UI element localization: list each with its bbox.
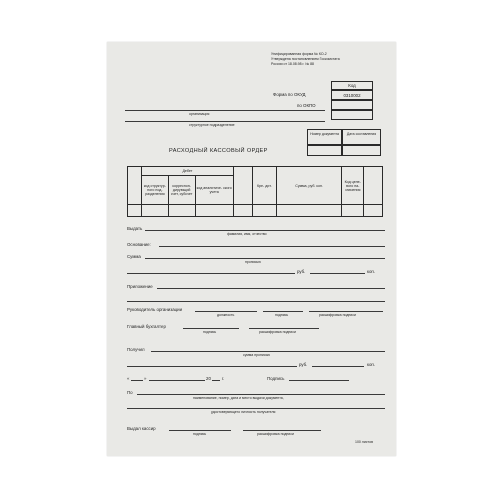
poluchil-words-line[interactable] xyxy=(127,366,297,367)
osnovanie-label: Основание: xyxy=(127,242,151,247)
col-analytic-code: код аналитиче- ского учета xyxy=(195,176,233,205)
extra-code-cell[interactable] xyxy=(331,110,373,120)
department-line[interactable] xyxy=(125,121,325,122)
date-year-line[interactable] xyxy=(212,380,220,381)
date-close-quote: » xyxy=(144,376,147,381)
glavbuh-podpis-hint: подпись xyxy=(203,330,217,334)
date-open-quote: « xyxy=(127,376,130,381)
rub-label: руб. xyxy=(297,269,306,274)
okpo-label: по ОКПО xyxy=(297,103,316,108)
debet-table xyxy=(127,166,383,217)
organization-hint: организация xyxy=(189,112,210,116)
okud-label: Форма по ОКУД xyxy=(273,92,306,97)
doc-date-header xyxy=(342,129,381,145)
doc-date-cell[interactable] xyxy=(342,145,381,156)
dolzhnost-line[interactable] xyxy=(195,311,257,312)
rukovoditel-signature-line[interactable] xyxy=(263,311,303,312)
rasshifrovka-hint: расшифровка подписи xyxy=(319,313,356,317)
unified-form-label: Унифицированная форма № КО-2 xyxy=(271,52,327,56)
recipient-signature-line[interactable] xyxy=(289,380,349,381)
table-cell[interactable] xyxy=(141,205,168,217)
summa-header: Сумма, руб. коп. xyxy=(276,167,341,205)
po-line-2[interactable] xyxy=(127,408,385,409)
table-cell[interactable] xyxy=(364,205,383,217)
doc-number-header xyxy=(307,129,342,145)
target-code-header: Код целе- вого на- значения xyxy=(342,167,364,205)
dolzhnost-hint: должность xyxy=(217,313,235,317)
poluchil-label: Получил xyxy=(127,347,145,352)
col-corr-account: корреспон- дирующий счет, субсчет xyxy=(168,176,195,205)
table-cell[interactable] xyxy=(342,205,364,217)
osnovanie-line[interactable] xyxy=(159,246,385,247)
year-label: 20 xyxy=(206,376,211,381)
prilozhenie-line-2[interactable] xyxy=(127,301,385,302)
okud-value: 0310002 xyxy=(343,93,361,98)
blank-header-cell-2 xyxy=(233,167,252,205)
poluchil-line[interactable] xyxy=(151,351,385,352)
summa-words-line[interactable] xyxy=(127,273,295,274)
doc-number-label: Номер документа xyxy=(310,132,339,136)
kassir-decode-line[interactable] xyxy=(243,430,321,431)
col-structural-code: код структур- ного под- разделения xyxy=(141,176,168,205)
table-cell[interactable] xyxy=(168,205,195,217)
kassir-podpis-hint: подпись xyxy=(193,432,207,436)
table-cell[interactable] xyxy=(233,205,252,217)
date-month-line[interactable] xyxy=(149,380,205,381)
doc-hint: наименование, номер, дата и место выдачи документа, xyxy=(193,396,284,400)
doc-date-label: Дата составления xyxy=(346,132,377,136)
poluchil-kop-label: коп. xyxy=(367,362,376,367)
glavbuh-decode-line[interactable] xyxy=(249,328,319,329)
doc-number-cell[interactable] xyxy=(307,145,342,156)
date-day-line[interactable] xyxy=(131,380,143,381)
sheets-count: 100 листов xyxy=(355,440,373,444)
approved-label: Утверждена постановлением Госкомстата xyxy=(271,57,340,61)
podpis-hint: подпись xyxy=(275,313,289,317)
blank-header-cell-3 xyxy=(364,167,383,205)
table-cell[interactable] xyxy=(276,205,341,217)
summa-label: Сумма xyxy=(127,254,141,259)
poluchil-kop-line[interactable] xyxy=(312,366,364,367)
summa-propisyu-hint: сумма прописью xyxy=(243,353,271,357)
prilozhenie-label: Приложение xyxy=(127,284,153,289)
kassir-label: Выдал кассир xyxy=(127,426,156,431)
debet-header: Дебет xyxy=(141,167,233,176)
rukovoditel-label: Руководитель организации xyxy=(127,307,183,312)
kredit-header: Кре- дит. xyxy=(252,167,276,205)
prilozhenie-line[interactable] xyxy=(157,288,385,289)
cash-order-form-sheet xyxy=(107,42,396,456)
russia-decree-label: России от 18.08.98 г. № 88 xyxy=(271,62,314,66)
organization-line[interactable] xyxy=(125,110,325,111)
kod-header-cell xyxy=(331,81,373,90)
form-title: РАСХОДНЫЙ КАССОВЫЙ ОРДЕР xyxy=(169,148,268,154)
propisyu-hint: прописью xyxy=(245,260,261,264)
fio-hint: фамилия, имя, отчество xyxy=(227,232,267,236)
kop-value-line[interactable] xyxy=(310,273,365,274)
kod-label: Код xyxy=(348,83,356,88)
table-cell[interactable] xyxy=(128,205,142,217)
table-cell[interactable] xyxy=(252,205,276,217)
kassir-signature-line[interactable] xyxy=(169,430,231,431)
g-label: г. xyxy=(222,376,225,381)
podpis-cap-label: Подпись xyxy=(267,376,285,381)
okpo-value-cell[interactable] xyxy=(331,100,373,110)
po-line[interactable] xyxy=(137,394,385,395)
poluchil-rub-label: руб. xyxy=(299,362,308,367)
vydat-label: Выдать xyxy=(127,226,143,231)
department-hint: структурное подразделение xyxy=(189,123,235,127)
kassir-rasshifrovka-hint: расшифровка подписи xyxy=(257,432,294,436)
vydat-line[interactable] xyxy=(145,230,385,231)
table-cell[interactable] xyxy=(195,205,233,217)
kop-label: коп. xyxy=(367,269,376,274)
po-label: По xyxy=(127,390,133,395)
glavbuh-rasshifrovka-hint: расшифровка подписи xyxy=(259,330,296,334)
identity-hint: удостоверяющего личность получателя xyxy=(211,410,276,414)
okud-value-cell[interactable] xyxy=(331,90,373,100)
blank-header-cell xyxy=(128,167,142,205)
glavbuh-signature-line[interactable] xyxy=(183,328,239,329)
rukovoditel-decode-line[interactable] xyxy=(309,311,383,312)
summa-line[interactable] xyxy=(145,258,385,259)
glavbuh-label: Главный бухгалтер xyxy=(127,324,166,329)
